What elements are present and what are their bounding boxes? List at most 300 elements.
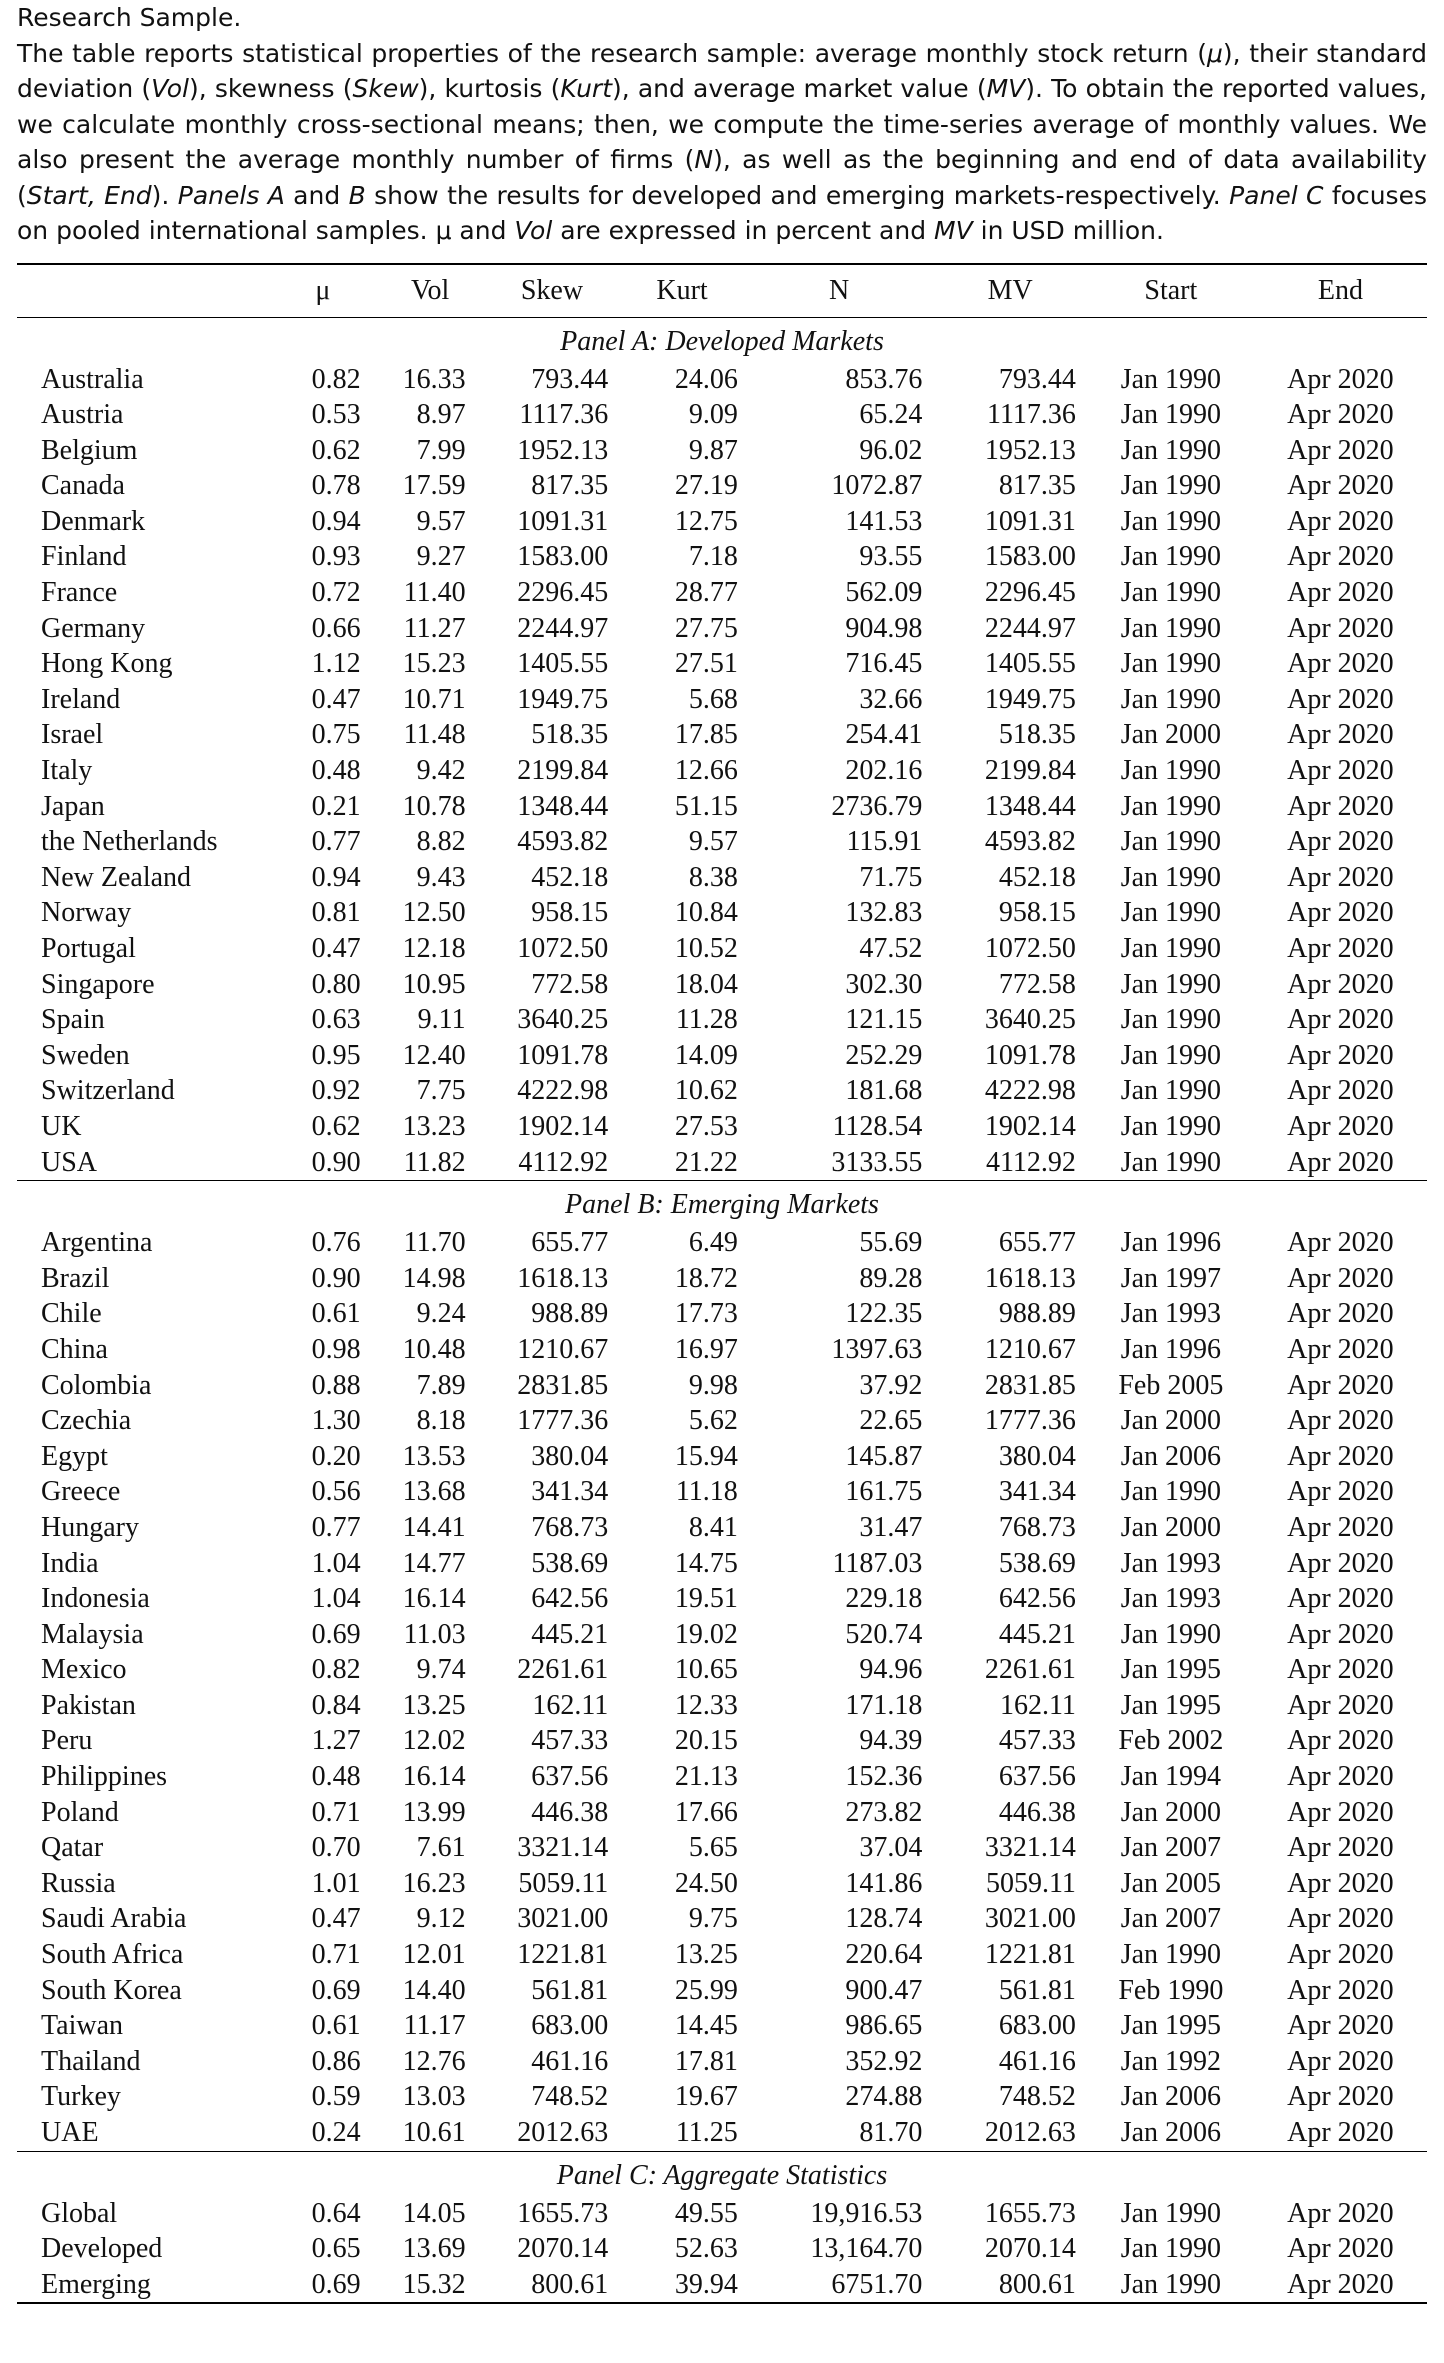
cell-end: Apr 2020 [1287, 1146, 1394, 1178]
cell-mu: 0.77 [311, 1511, 361, 1543]
table-row [17, 1261, 1427, 1297]
cell-mu: 0.77 [311, 826, 361, 858]
cell-mv: 1618.13 [984, 1262, 1076, 1294]
cell-mv: 1117.36 [987, 399, 1076, 431]
column-header-mv: MV [987, 274, 1033, 306]
table-row [17, 433, 1427, 469]
cell-kurt: 19.51 [674, 1583, 738, 1615]
cell-vol: 12.76 [402, 2045, 466, 2077]
cell-n: 145.87 [845, 1440, 923, 1472]
cell-end: Apr 2020 [1287, 2233, 1394, 2265]
cell-vol: 12.18 [402, 933, 466, 964]
cell-vol: 13.23 [402, 1110, 466, 1142]
table-row [17, 1830, 1427, 1866]
cell-mv: 637.56 [998, 1761, 1076, 1793]
cell-mu: 0.81 [311, 897, 361, 929]
cell-mv: 1072.50 [984, 933, 1076, 964]
cell-n: 55.69 [859, 1227, 923, 1259]
cell-start: Jan 1990 [1120, 861, 1222, 893]
caption-segment: ), their standard deviation ( [17, 38, 1428, 103]
caption-segment: ), as well as the beginning and end of data availability ( [17, 145, 1427, 210]
cell-mv: 683.00 [998, 2010, 1076, 2042]
cell-end: Apr 2020 [1287, 1796, 1394, 1828]
cell-skew: 3640.25 [517, 1004, 609, 1036]
cell-kurt: 12.33 [674, 1689, 738, 1721]
cell-mv: 2296.45 [984, 577, 1076, 609]
cell-vol: 13.25 [402, 1689, 466, 1721]
cell-end: Apr 2020 [1287, 1110, 1394, 1142]
cell-mu: 1.30 [311, 1405, 361, 1437]
row-label: Qatar [41, 1832, 104, 1864]
cell-kurt: 5.65 [688, 1832, 738, 1864]
cell-kurt: 5.62 [688, 1405, 738, 1437]
cell-mu: 0.61 [311, 2010, 361, 2042]
table-row [17, 824, 1427, 860]
table-row [17, 468, 1427, 504]
caption-segment: show the results for developed and emerging markets-respectively. [365, 180, 1230, 210]
cell-end: Apr 2020 [1287, 968, 1394, 1000]
cell-start: Jan 1990 [1120, 434, 1222, 466]
cell-vol: 10.48 [402, 1333, 466, 1365]
cell-vol: 11.03 [403, 1618, 466, 1650]
cell-end: Apr 2020 [1287, 933, 1394, 964]
table-row [17, 1510, 1427, 1546]
cell-skew: 2831.85 [517, 1369, 609, 1401]
cell-kurt: 14.45 [674, 2010, 738, 2042]
cell-end: Apr 2020 [1287, 2045, 1394, 2077]
column-header-stub [17, 264, 271, 318]
cell-kurt: 19.02 [674, 1618, 738, 1650]
table-row [17, 1652, 1427, 1688]
cell-start: Jan 2000 [1120, 719, 1222, 751]
caption-segment: N [694, 145, 714, 174]
cell-start: Jan 1990 [1120, 1146, 1222, 1178]
cell-end: Apr 2020 [1287, 2081, 1394, 2113]
cell-kurt: 10.52 [674, 933, 738, 964]
cell-vol: 16.14 [402, 1583, 466, 1615]
cell-kurt: 11.18 [675, 1476, 738, 1508]
cell-vol: 7.61 [416, 1832, 466, 1864]
cell-skew: 642.56 [531, 1583, 609, 1615]
cell-end: Apr 2020 [1287, 683, 1394, 715]
cell-n: 121.15 [845, 1004, 923, 1036]
cell-n: 6751.70 [831, 2268, 923, 2300]
row-label: Argentina [41, 1227, 153, 1259]
cell-n: 93.55 [859, 541, 923, 573]
cell-mu: 1.12 [311, 648, 361, 680]
cell-kurt: 11.28 [675, 1004, 738, 1036]
cell-n: 89.28 [859, 1262, 923, 1294]
cell-end: Apr 2020 [1287, 897, 1394, 929]
cell-kurt: 10.84 [674, 897, 738, 929]
cell-mu: 0.64 [311, 2197, 361, 2229]
cell-start: Jan 2000 [1120, 1796, 1222, 1828]
table-row [17, 2044, 1427, 2080]
table-row [17, 1474, 1427, 1510]
table-row [17, 1368, 1427, 1404]
cell-vol: 12.01 [402, 1939, 466, 1971]
cell-kurt: 8.38 [688, 861, 738, 893]
row-label: Emerging [41, 2268, 151, 2300]
cell-n: 274.88 [845, 2081, 923, 2113]
cell-n: 141.86 [845, 1867, 923, 1899]
cell-mu: 0.95 [311, 1039, 361, 1071]
cell-end: Apr 2020 [1287, 1227, 1394, 1259]
cell-kurt: 9.09 [688, 399, 738, 431]
page [17, 0, 1427, 2304]
cell-mu: 0.94 [311, 505, 361, 537]
cell-end: Apr 2020 [1287, 541, 1394, 573]
cell-n: 128.74 [845, 1903, 923, 1935]
column-header-skew: Skew [520, 274, 584, 306]
cell-skew: 958.15 [531, 897, 609, 929]
cell-skew: 2070.14 [517, 2233, 609, 2265]
cell-start: Feb 2002 [1118, 1725, 1224, 1757]
cell-skew: 162.11 [532, 1689, 609, 1721]
caption-segment: ). [151, 180, 178, 210]
table-row [17, 575, 1427, 611]
cell-start: Jan 1996 [1120, 1333, 1222, 1365]
cell-skew: 1072.50 [517, 933, 609, 964]
table-row [17, 1688, 1427, 1724]
table-row [17, 2115, 1427, 2151]
cell-n: 161.75 [845, 1476, 923, 1508]
cell-skew: 772.58 [531, 968, 609, 1000]
row-label: Russia [41, 1867, 116, 1899]
cell-start: Feb 1990 [1118, 1974, 1224, 2006]
cell-mv: 380.04 [998, 1440, 1076, 1472]
row-label: Colombia [41, 1369, 152, 1401]
cell-kurt: 16.97 [674, 1333, 738, 1365]
panel-title-row [17, 2151, 1427, 2196]
cell-mu: 0.65 [311, 2233, 361, 2265]
cell-vol: 16.14 [402, 1761, 466, 1793]
cell-mu: 0.71 [311, 1939, 361, 1971]
cell-skew: 1952.13 [517, 434, 609, 466]
row-label: Turkey [41, 2081, 121, 2113]
cell-mv: 817.35 [998, 470, 1076, 502]
cell-kurt: 28.77 [674, 577, 738, 609]
cell-start: Jan 1995 [1120, 1689, 1222, 1721]
cell-end: Apr 2020 [1287, 1654, 1394, 1686]
cell-skew: 1117.36 [519, 399, 609, 431]
cell-vol: 10.61 [402, 2117, 466, 2148]
table-row [17, 1546, 1427, 1582]
cell-end: Apr 2020 [1287, 1440, 1394, 1472]
cell-kurt: 24.06 [674, 363, 738, 395]
cell-start: Jan 2000 [1120, 1511, 1222, 1543]
cell-skew: 683.00 [531, 2010, 609, 2042]
cell-n: 171.18 [845, 1689, 923, 1721]
panel-b [17, 1181, 1427, 2151]
cell-mu: 0.90 [311, 1262, 361, 1294]
cell-mv: 1583.00 [984, 541, 1076, 573]
cell-mu: 0.92 [311, 1075, 361, 1107]
cell-mu: 0.53 [311, 399, 361, 431]
row-label: Finland [41, 541, 127, 573]
cell-n: 254.41 [845, 719, 923, 751]
cell-skew: 4112.92 [518, 1146, 609, 1178]
cell-end: Apr 2020 [1287, 1832, 1394, 1864]
cell-n: 47.52 [859, 933, 923, 964]
cell-kurt: 10.62 [674, 1075, 738, 1107]
cell-skew: 1091.31 [517, 505, 609, 537]
cell-mv: 1655.73 [984, 2197, 1076, 2229]
cell-mv: 3021.00 [984, 1903, 1076, 1935]
cell-mv: 457.33 [998, 1725, 1076, 1757]
cell-start: Jan 2006 [1120, 2081, 1222, 2113]
row-label: Thailand [41, 2045, 141, 2077]
cell-skew: 538.69 [531, 1547, 609, 1579]
cell-end: Apr 2020 [1287, 1867, 1394, 1899]
caption-segment: Vol [514, 216, 553, 245]
cell-mv: 162.11 [999, 1689, 1076, 1721]
cell-n: 71.75 [859, 861, 923, 893]
caption-segment: B [348, 180, 366, 210]
cell-end: Apr 2020 [1287, 1511, 1394, 1543]
cell-start: Jan 1996 [1120, 1227, 1222, 1259]
cell-skew: 2296.45 [517, 577, 609, 609]
cell-kurt: 21.22 [674, 1146, 738, 1178]
cell-mu: 0.70 [311, 1832, 361, 1864]
cell-skew: 1210.67 [517, 1333, 609, 1365]
cell-n: 19,916.53 [810, 2197, 923, 2229]
cell-mv: 1221.81 [984, 1939, 1076, 1971]
cell-skew: 452.18 [531, 861, 609, 893]
cell-start: Jan 1992 [1120, 2045, 1222, 2077]
cell-mv: 1902.14 [984, 1110, 1076, 1142]
cell-vol: 12.50 [402, 897, 466, 929]
cell-vol: 16.23 [402, 1867, 466, 1899]
cell-n: 302.30 [845, 968, 923, 1000]
cell-start: Jan 1990 [1120, 2268, 1222, 2300]
cell-start: Jan 2006 [1120, 1440, 1222, 1472]
cell-skew: 817.35 [531, 470, 609, 502]
cell-mv: 1348.44 [984, 790, 1076, 822]
cell-skew: 1348.44 [517, 790, 609, 822]
cell-start: Jan 1990 [1120, 1075, 1222, 1107]
cell-start: Jan 1990 [1120, 1110, 1222, 1142]
cell-mu: 0.72 [311, 577, 361, 609]
row-label: Egypt [41, 1440, 108, 1472]
row-label: New Zealand [41, 861, 192, 893]
table-row [17, 1225, 1427, 1261]
column-header-kurt: Kurt [656, 274, 708, 306]
table-row [17, 646, 1427, 682]
cell-end: Apr 2020 [1287, 2268, 1394, 2300]
row-label: Denmark [41, 505, 146, 537]
cell-end: Apr 2020 [1287, 861, 1394, 893]
cell-vol: 9.27 [416, 541, 466, 573]
cell-vol: 11.40 [403, 577, 466, 609]
table-row [17, 1145, 1427, 1181]
cell-start: Jan 1993 [1120, 1583, 1222, 1615]
panel-a [17, 317, 1427, 1181]
cell-mu: 0.61 [311, 1298, 361, 1330]
cell-start: Jan 1993 [1120, 1547, 1222, 1579]
cell-start: Jan 1997 [1120, 1262, 1222, 1294]
row-label: Hungary [41, 1511, 139, 1543]
cell-skew: 2244.97 [517, 612, 609, 644]
cell-end: Apr 2020 [1287, 363, 1394, 395]
cell-vol: 11.82 [403, 1146, 466, 1178]
row-label: Taiwan [41, 2010, 124, 2042]
cell-start: Jan 1990 [1120, 363, 1222, 395]
row-label: Poland [41, 1796, 119, 1828]
cell-vol: 10.71 [402, 683, 466, 715]
cell-skew: 3321.14 [517, 1832, 609, 1864]
table-row [17, 1109, 1427, 1145]
table-row [17, 931, 1427, 967]
table-row [17, 1617, 1427, 1653]
cell-n: 94.96 [859, 1654, 923, 1686]
cell-n: 22.65 [859, 1405, 923, 1437]
table-row [17, 2079, 1427, 2115]
cell-end: Apr 2020 [1287, 1618, 1394, 1650]
table-row [17, 2231, 1427, 2267]
column-header-vol: Vol [410, 274, 450, 306]
cell-mu: 0.84 [311, 1689, 361, 1721]
row-label: South Africa [41, 1939, 184, 1971]
table-row [17, 1866, 1427, 1902]
caption-segment: ), and average market value ( [612, 74, 987, 103]
cell-mv: 2831.85 [984, 1369, 1076, 1401]
cell-vol: 13.68 [402, 1476, 466, 1508]
cell-vol: 9.42 [416, 755, 466, 787]
cell-mu: 0.47 [311, 1903, 361, 1935]
table-row [17, 1973, 1427, 2009]
cell-mv: 655.77 [998, 1227, 1076, 1259]
cell-kurt: 19.67 [674, 2081, 738, 2113]
row-label: USA [41, 1146, 98, 1178]
cell-vol: 7.99 [416, 434, 466, 466]
cell-start: Jan 1990 [1120, 790, 1222, 822]
cell-end: Apr 2020 [1287, 1583, 1394, 1615]
cell-skew: 1777.36 [517, 1405, 609, 1437]
panel-title: Panel A: Developed Markets [560, 325, 884, 357]
cell-skew: 2261.61 [517, 1654, 609, 1686]
cell-mu: 0.88 [311, 1369, 361, 1401]
cell-start: Jan 1990 [1120, 541, 1222, 573]
row-label: Saudi Arabia [41, 1903, 187, 1935]
cell-mv: 341.34 [998, 1476, 1076, 1508]
cell-n: 152.36 [845, 1761, 923, 1793]
cell-skew: 341.34 [531, 1476, 609, 1508]
cell-skew: 4593.82 [517, 826, 609, 858]
cell-skew: 655.77 [531, 1227, 609, 1259]
table-header [17, 264, 1427, 318]
cell-start: Jan 2007 [1120, 1832, 1222, 1864]
cell-kurt: 13.25 [674, 1939, 738, 1971]
cell-n: 1072.87 [831, 470, 923, 502]
cell-kurt: 14.75 [674, 1547, 738, 1579]
row-label: Pakistan [41, 1689, 136, 1721]
cell-end: Apr 2020 [1287, 826, 1394, 858]
cell-mu: 0.82 [311, 363, 361, 395]
cell-vol: 10.78 [402, 790, 466, 822]
row-label: Malaysia [41, 1618, 144, 1650]
table-row [17, 1073, 1427, 1109]
row-label: Japan [41, 790, 105, 822]
table-row [17, 2267, 1427, 2304]
cell-vol: 9.11 [417, 1004, 466, 1036]
cell-mv: 561.81 [998, 1974, 1076, 2006]
cell-n: 132.83 [845, 897, 923, 929]
cell-mu: 0.63 [311, 1004, 361, 1036]
cell-end: Apr 2020 [1287, 648, 1394, 680]
cell-end: Apr 2020 [1287, 755, 1394, 787]
cell-skew: 5059.11 [518, 1867, 609, 1899]
cell-skew: 793.44 [531, 363, 609, 395]
cell-n: 520.74 [845, 1618, 923, 1650]
cell-vol: 11.48 [403, 719, 466, 751]
cell-vol: 9.74 [416, 1654, 466, 1686]
cell-skew: 446.38 [531, 1796, 609, 1828]
cell-kurt: 21.13 [674, 1761, 738, 1793]
cell-vol: 14.98 [402, 1262, 466, 1294]
cell-skew: 748.52 [531, 2081, 609, 2113]
cell-kurt: 9.98 [688, 1369, 738, 1401]
cell-mv: 748.52 [998, 2081, 1076, 2113]
cell-start: Jan 2005 [1120, 1867, 1222, 1899]
table-row [17, 1581, 1427, 1617]
cell-kurt: 49.55 [674, 2197, 738, 2229]
column-header-end: End [1317, 274, 1363, 306]
cell-mu: 0.56 [311, 1476, 361, 1508]
cell-skew: 1949.75 [517, 683, 609, 715]
cell-kurt: 17.66 [674, 1796, 738, 1828]
table-row [17, 1901, 1427, 1937]
cell-vol: 9.43 [416, 861, 466, 893]
cell-kurt: 11.25 [675, 2117, 738, 2148]
cell-kurt: 5.68 [688, 683, 738, 715]
cell-vol: 14.40 [402, 1974, 466, 2006]
cell-n: 986.65 [845, 2010, 923, 2042]
cell-skew: 461.16 [531, 2045, 609, 2077]
row-label: Norway [41, 897, 132, 929]
cell-skew: 1618.13 [517, 1262, 609, 1294]
cell-kurt: 27.19 [674, 470, 738, 502]
cell-mu: 0.93 [311, 541, 361, 573]
cell-end: Apr 2020 [1287, 399, 1394, 431]
row-label: Canada [41, 470, 125, 502]
cell-kurt: 17.81 [674, 2045, 738, 2077]
caption-segment: MV [934, 216, 973, 245]
cell-end: Apr 2020 [1287, 612, 1394, 644]
cell-end: Apr 2020 [1287, 1689, 1394, 1721]
cell-mu: 0.24 [311, 2117, 361, 2148]
row-label: Switzerland [41, 1075, 175, 1107]
table-row [17, 539, 1427, 575]
cell-kurt: 20.15 [674, 1725, 738, 1757]
cell-kurt: 39.94 [674, 2268, 738, 2300]
cell-kurt: 14.09 [674, 1039, 738, 1071]
row-label: Austria [41, 399, 124, 431]
cell-end: Apr 2020 [1287, 1333, 1394, 1365]
row-label: Brazil [41, 1262, 110, 1294]
cell-skew: 445.21 [531, 1618, 609, 1650]
cell-start: Jan 2006 [1120, 2117, 1222, 2148]
caption-segment: ), skewness ( [189, 74, 353, 103]
table-row [17, 1723, 1427, 1759]
cell-kurt: 9.57 [688, 826, 738, 858]
cell-start: Jan 1990 [1120, 683, 1222, 715]
cell-skew: 768.73 [531, 1511, 609, 1543]
cell-n: 31.47 [859, 1511, 923, 1543]
cell-kurt: 12.75 [674, 505, 738, 537]
cell-vol: 14.77 [402, 1547, 466, 1579]
cell-skew: 1902.14 [517, 1110, 609, 1142]
